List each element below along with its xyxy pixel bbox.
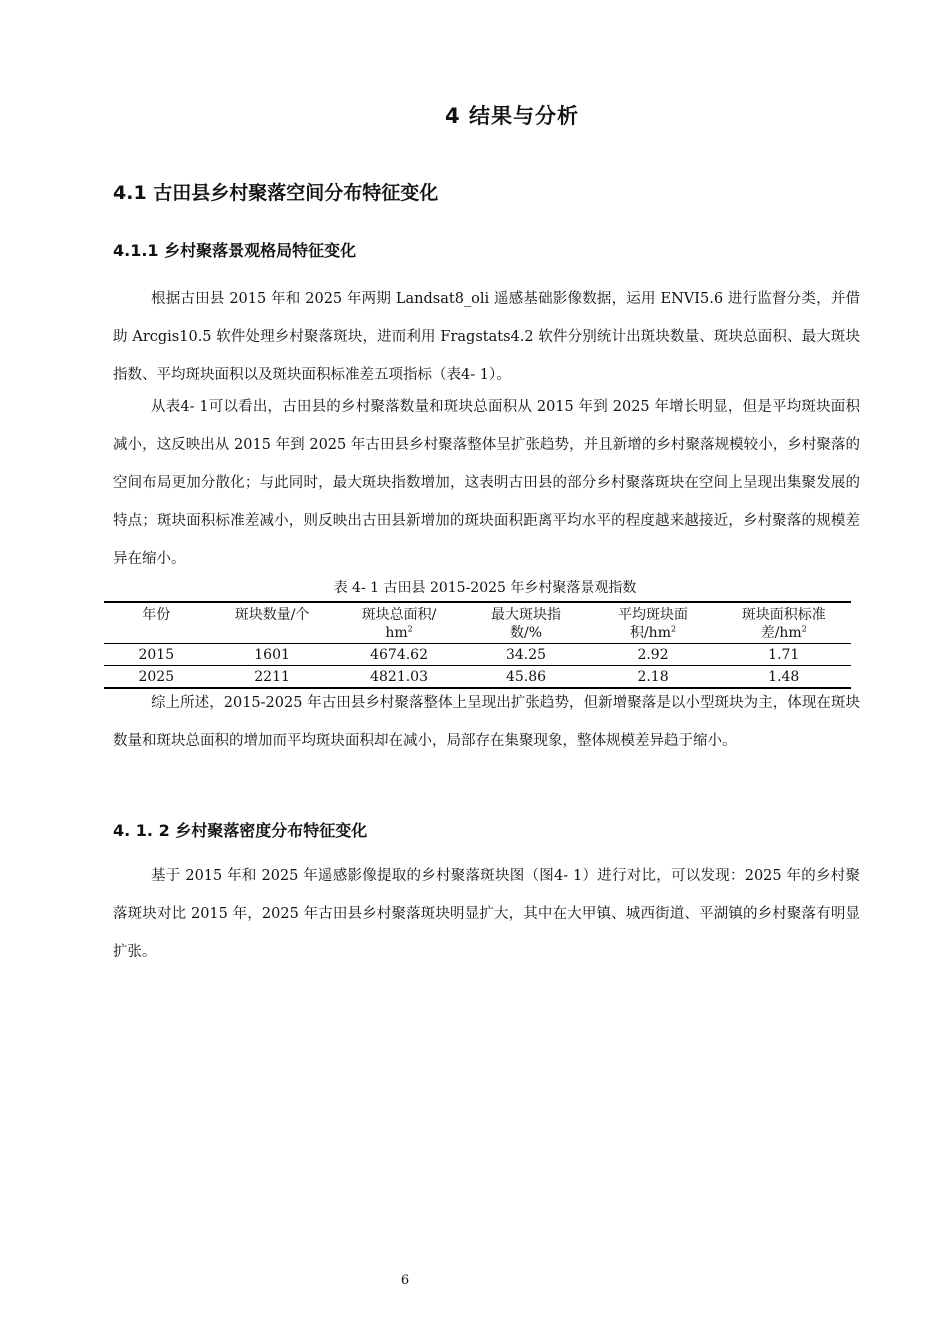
table-cell: 4674.62 <box>336 644 463 666</box>
subsection-title-density: 4. 1. 2 乡村聚落密度分布特征变化 <box>113 821 368 840</box>
section-title: 4.1 古田县乡村聚落空间分布特征变化 <box>113 182 439 204</box>
table-cell: 4821.03 <box>336 666 463 689</box>
table-header-cell: 斑块数量/个 <box>209 602 336 644</box>
table-header-row <box>104 602 851 644</box>
chapter-title: 4 结果与分析 <box>445 104 579 128</box>
table-cell: 2.18 <box>590 666 717 689</box>
table-cell: 34.25 <box>463 644 590 666</box>
table-cell: 2211 <box>209 666 336 689</box>
table-header-cell: 最大斑块指 数/% <box>463 602 590 644</box>
paragraph-density: 基于 2015 年和 2025 年遥感影像提取的乡村聚落斑块图（图4- 1）进行对比，可以发现：2025 年的乡村聚落斑块对比 2015 年，2025 年古田县乡村聚落斑块明显扩大，其中在大甲镇、城西街道、平湖镇的乡村聚落有明显扩张。 <box>113 868 860 960</box>
table-header-cell: 斑块面积标准 差$/hm^2$ <box>717 602 851 644</box>
table-header-cell: 年份 <box>104 602 209 644</box>
table-cell: 1.71 <box>717 644 851 666</box>
paragraph-summary: 综上所述，2015-2025 年古田县乡村聚落整体上呈现出扩张趋势，但新增聚落是以小型斑块为主，体现在斑块数量和斑块总面积的增加而平均斑块面积却在减小，局部存在集聚现象，整体规模差异趋于缩小。 <box>113 695 860 749</box>
table-cell: 2.92 <box>590 644 717 666</box>
table-cell: 2015 <box>104 644 209 666</box>
page-number: 6 <box>400 1273 410 1288</box>
table-header-cell: 平均斑块面 积$/hm^2$ <box>590 602 717 644</box>
table-cell: 1.48 <box>717 666 851 689</box>
paragraph-analysis: 从表4- 1可以看出，古田县的乡村聚落数量和斑块总面积从 2015 年到 2025 年增长明显，但是平均斑块面积减小，这反映出从 2015 年到 2025 年古田县乡村聚落整体呈扩张趋势，并且新增的乡村聚落规模较小，乡村聚落的空间布局更加分散化；与此同时，最大斑块指数增加，这表明古田县的部分乡村聚落斑块在空间上呈现出集聚发展的特点；斑块面积标准差减小，则反映出古田县新增加的斑块面积距离平均水平的程度越来越接近，乡村聚落的规模差异在缩小。 <box>113 399 860 567</box>
table-row <box>104 644 851 666</box>
table-cell: 2025 <box>104 666 209 689</box>
table-cell: 45.86 <box>463 666 590 689</box>
paragraph-methods: 根据古田县 2015 年和 2025 年两期 Landsat8_oli 遥感基础影像数据，运用 ENVI5.6 进行监督分类，并借助 Arcgis10.5 软件处理乡村聚落斑块，进而利用 Fragstats4.2 软件分别统计出斑块数量、斑块总面积、最大斑块指数、平均斑块面积以及斑块面积标准差五项指标（表4- 1）。 <box>113 291 860 383</box>
subsection-title-landscape-pattern: 4.1.1 乡村聚落景观格局特征变化 <box>113 241 357 260</box>
table-header-cell: 斑块总面积/ $hm^2$ <box>336 602 463 644</box>
landscape-index-table <box>104 601 851 689</box>
table-cell: 1601 <box>209 644 336 666</box>
table-caption: 表 4- 1 古田县 2015-2025 年乡村聚落景观指数 <box>333 580 637 596</box>
